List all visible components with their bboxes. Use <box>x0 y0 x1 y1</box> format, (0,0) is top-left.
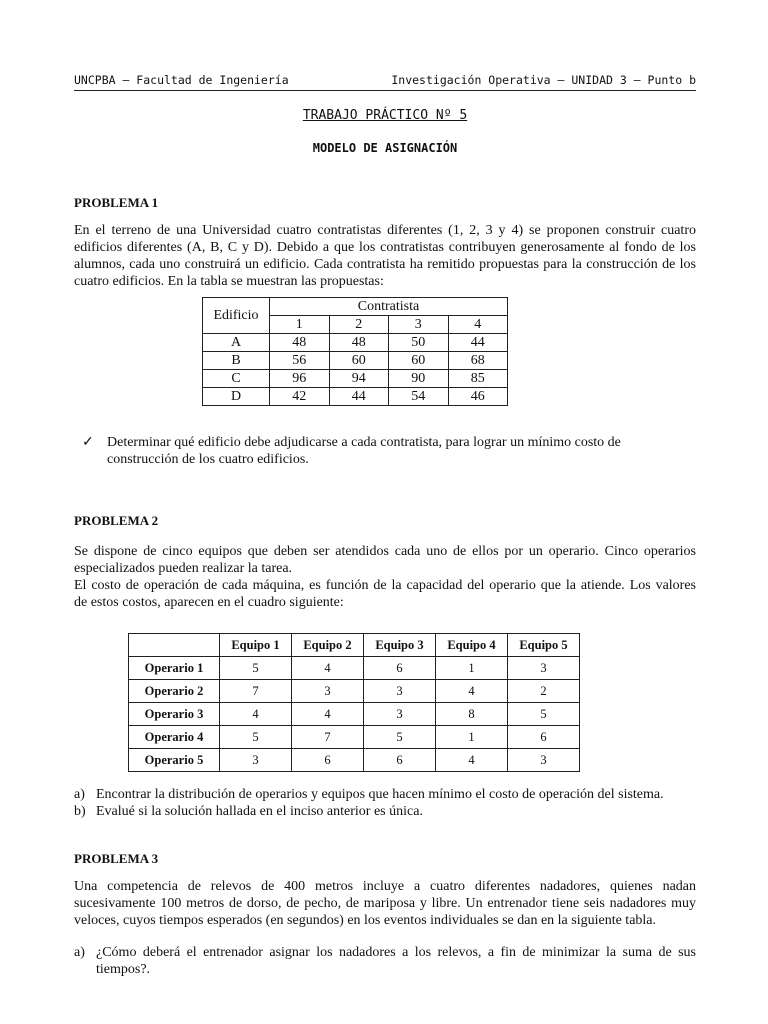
table-header-contratista: Contratista <box>270 298 508 316</box>
column-header: 2 <box>329 316 389 334</box>
table-cell: 44 <box>329 388 389 406</box>
table-cell: 68 <box>448 352 508 370</box>
problema-3-heading: PROBLEMA 3 <box>74 851 159 866</box>
paragraph-line: Una competencia de relevos de 400 metros incluye a cuatro diferentes nadadores, quienes nadan <box>74 879 696 894</box>
item-marker: a) <box>74 945 85 960</box>
row-label: D <box>203 388 270 406</box>
bullet-line: Determinar qué edificio debe adjudicarse a cada contratista, para lograr un mínimo costo de <box>107 435 621 450</box>
table-cell: 3 <box>364 680 436 703</box>
problema-1-heading: PROBLEMA 1 <box>74 195 159 210</box>
table-cell: 48 <box>270 334 330 352</box>
page-header <box>74 72 696 91</box>
paragraph-line: Se dispone de cinco equipos que deben ser atendidos cada uno de ellos por un operario. Cinco operarios <box>74 544 696 559</box>
row-label: Operario 4 <box>129 726 220 749</box>
table-cell: 44 <box>448 334 508 352</box>
paragraph-line: veloces, cuyos tiempos esperados (en segundos) en los eventos individuales se dan en la siguiente tabla. <box>74 913 657 928</box>
table-row <box>129 726 580 749</box>
table-cell: 46 <box>448 388 508 406</box>
column-header: 1 <box>270 316 330 334</box>
paragraph-line: sucesivamente 100 metros de dorso, de pecho, de mariposa y libre. Un entrenador tiene seis nadadores muy <box>74 896 696 911</box>
paragraph-line: de estos costos, aparecen en el cuadro siguiente: <box>74 595 344 610</box>
column-header: Equipo 4 <box>436 634 508 657</box>
paragraph-line: especializados pueden realizar la tarea. <box>74 561 293 576</box>
table-cell: 56 <box>270 352 330 370</box>
header-right: Investigación Operativa – UNIDAD 3 – Punto b <box>391 73 696 87</box>
paragraph-line: El costo de operación de cada máquina, es función de la capacidad del operario que la atiende. Los valores <box>74 578 696 593</box>
table-cell: 50 <box>389 334 449 352</box>
table-cell: 5 <box>508 703 580 726</box>
table-cell: 6 <box>508 726 580 749</box>
table-cell: 48 <box>329 334 389 352</box>
table-row <box>203 352 508 370</box>
column-header: Equipo 2 <box>292 634 364 657</box>
table-row <box>203 334 508 352</box>
table-cell: 3 <box>364 703 436 726</box>
header-left: UNCPBA – Facultad de Ingeniería <box>74 73 289 87</box>
table-cell: 1 <box>436 726 508 749</box>
problema-2-heading: PROBLEMA 2 <box>74 513 159 528</box>
table-cell: 3 <box>292 680 364 703</box>
table-cell: 2 <box>508 680 580 703</box>
problema-2-text <box>74 543 696 611</box>
table-cell: 7 <box>220 680 292 703</box>
table-corner-cell <box>129 634 220 657</box>
document-subtitle: MODELO DE ASIGNACIÓN <box>312 141 458 155</box>
table-cell: 60 <box>329 352 389 370</box>
paragraph-line: alumnos, cada uno construirá un edificio. Cada contratista ha remitido propuestas para la construcción de los <box>74 257 696 272</box>
row-label: Operario 3 <box>129 703 220 726</box>
item-text: Evalué si la solución hallada en el inciso anterior es única. <box>96 804 423 819</box>
item-line: ¿Cómo deberá el entrenador asignar los nadadores a los relevos, a fin de minimizar la suma de sus <box>96 945 696 960</box>
table-cell: 3 <box>508 657 580 680</box>
propuestas-table <box>202 297 508 406</box>
problema-1-text <box>74 222 696 290</box>
table-cell: 8 <box>436 703 508 726</box>
table-cell: 96 <box>270 370 330 388</box>
table-cell: 90 <box>389 370 449 388</box>
table-cell: 85 <box>448 370 508 388</box>
problema-3-text <box>74 878 696 929</box>
row-label: B <box>203 352 270 370</box>
table-cell: 4 <box>220 703 292 726</box>
table-cell: 6 <box>292 749 364 772</box>
table-row <box>203 388 508 406</box>
table-cell: 42 <box>270 388 330 406</box>
table-cell: 3 <box>508 749 580 772</box>
column-header: Equipo 3 <box>364 634 436 657</box>
table-cell: 6 <box>364 657 436 680</box>
item-line: tiempos?. <box>96 962 151 977</box>
table-cell: 5 <box>364 726 436 749</box>
paragraph-line: edificios diferentes (A, B, C y D). Debido a que los contratistas contribuyen generosamente al fondo de los <box>74 240 696 255</box>
table-cell: 7 <box>292 726 364 749</box>
item-marker: a) <box>74 787 85 802</box>
table-cell: 60 <box>389 352 449 370</box>
table-cell: 54 <box>389 388 449 406</box>
row-label: Operario 2 <box>129 680 220 703</box>
table-cell: 4 <box>292 657 364 680</box>
row-label: C <box>203 370 270 388</box>
table-cell: 94 <box>329 370 389 388</box>
table-row <box>129 657 580 680</box>
paragraph-line: cuatro edificios. En la tabla se muestran las propuestas: <box>74 274 384 289</box>
row-label: Operario 1 <box>129 657 220 680</box>
costos-table <box>128 633 580 772</box>
document-title: TRABAJO PRÁCTICO Nº 5 <box>302 108 468 123</box>
row-label: A <box>203 334 270 352</box>
table-row <box>203 370 508 388</box>
column-header: 3 <box>389 316 449 334</box>
table-cell: 4 <box>436 749 508 772</box>
table-header-edificio: Edificio <box>203 298 270 334</box>
column-header: Equipo 1 <box>220 634 292 657</box>
column-header: Equipo 5 <box>508 634 580 657</box>
table-cell: 4 <box>436 680 508 703</box>
table-cell: 1 <box>436 657 508 680</box>
row-label: Operario 5 <box>129 749 220 772</box>
item-text: Encontrar la distribución de operarios y equipos que hacen mínimo el costo de operación del sistema. <box>96 787 664 802</box>
table-cell: 3 <box>220 749 292 772</box>
column-header: 4 <box>448 316 508 334</box>
table-row <box>129 680 580 703</box>
table-cell: 5 <box>220 726 292 749</box>
table-cell: 5 <box>220 657 292 680</box>
table-row <box>129 703 580 726</box>
table-cell: 4 <box>292 703 364 726</box>
item-marker: b) <box>74 804 86 819</box>
paragraph-line: En el terreno de una Universidad cuatro contratistas diferentes (1, 2, 3 y 4) se proponen construir cuatro <box>74 223 696 238</box>
table-row <box>129 749 580 772</box>
checkmark-icon: ✓ <box>82 435 94 450</box>
bullet-line: construcción de los cuatro edificios. <box>107 452 309 467</box>
table-cell: 6 <box>364 749 436 772</box>
